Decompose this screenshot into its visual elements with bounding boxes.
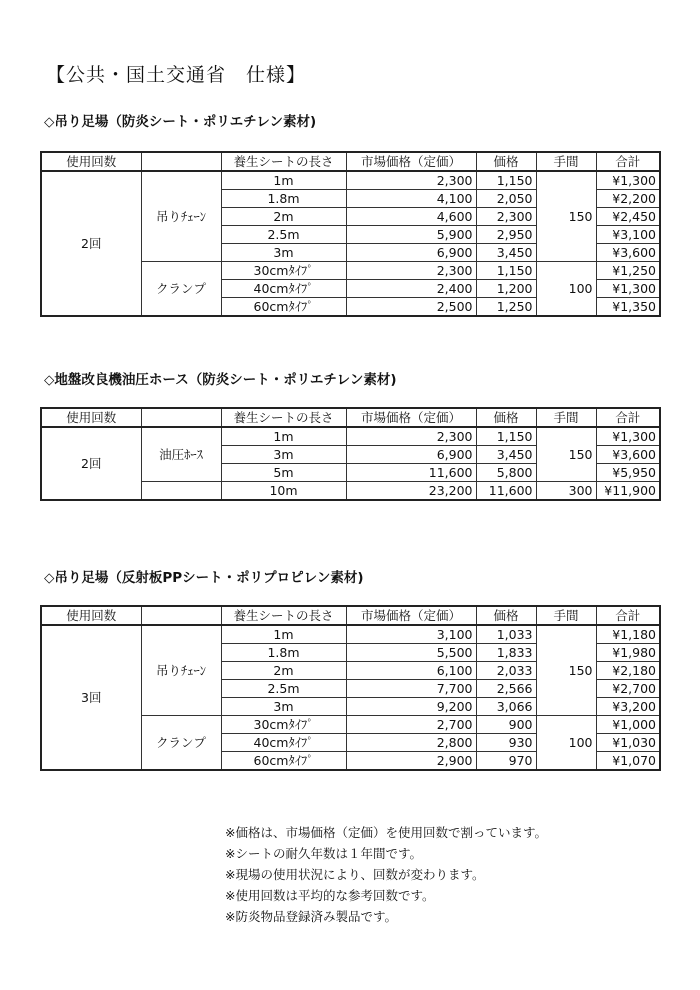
group-name-cell: 吊りﾁｪｰﾝ (141, 171, 221, 262)
total-cell: ¥1,030 (596, 734, 660, 752)
labor-cell: 150 (536, 171, 596, 262)
length-cell: 40cmﾀｲﾌﾟ (221, 734, 346, 752)
price-cell: 1,833 (476, 644, 536, 662)
column-header: 市場価格（定価） (346, 152, 476, 171)
length-cell: 1.8m (221, 644, 346, 662)
group-name-cell (141, 482, 221, 501)
use-count-cell: 3回 (41, 625, 141, 770)
length-cell: 3m (221, 698, 346, 716)
total-cell: ¥1,000 (596, 716, 660, 734)
price-cell: 3,450 (476, 446, 536, 464)
market-price-cell: 3,100 (346, 625, 476, 644)
total-cell: ¥2,180 (596, 662, 660, 680)
column-header: 市場価格（定価） (346, 408, 476, 427)
price-cell: 2,950 (476, 226, 536, 244)
length-cell: 30cmﾀｲﾌﾟ (221, 262, 346, 280)
price-table-2 (40, 407, 661, 501)
total-cell: ¥1,300 (596, 427, 660, 446)
market-price-cell: 6,900 (346, 244, 476, 262)
column-header: 価格 (476, 152, 536, 171)
column-header (141, 408, 221, 427)
length-cell: 1m (221, 625, 346, 644)
column-header: 使用回数 (41, 408, 141, 427)
market-price-cell: 23,200 (346, 482, 476, 501)
length-cell: 1.8m (221, 190, 346, 208)
labor-cell: 300 (536, 482, 596, 501)
note-line: ※シートの耐久年数は１年間です。 (225, 846, 422, 861)
length-cell: 10m (221, 482, 346, 501)
market-price-cell: 2,300 (346, 262, 476, 280)
length-cell: 3m (221, 446, 346, 464)
total-cell: ¥3,200 (596, 698, 660, 716)
market-price-cell: 2,500 (346, 298, 476, 317)
use-count-cell: 2回 (41, 171, 141, 316)
labor-cell: 100 (536, 262, 596, 317)
market-price-cell: 5,900 (346, 226, 476, 244)
table-header-row (41, 152, 660, 171)
table-header-row (41, 408, 660, 427)
column-header: 価格 (476, 606, 536, 625)
note-line: ※価格は、市場価格（定価）を使用回数で割っています。 (225, 825, 547, 840)
table-row (41, 427, 660, 446)
length-cell: 40cmﾀｲﾌﾟ (221, 280, 346, 298)
market-price-cell: 2,300 (346, 427, 476, 446)
column-header: 手間 (536, 606, 596, 625)
page-title: 【公共・国土交通省 仕様】 (46, 64, 307, 86)
note-line: ※現場の使用状況により、回数が変わります。 (225, 867, 485, 882)
length-cell: 1m (221, 171, 346, 190)
group-name-cell: クランプ (141, 262, 221, 317)
total-cell: ¥1,070 (596, 752, 660, 771)
column-header: 価格 (476, 408, 536, 427)
market-price-cell: 11,600 (346, 464, 476, 482)
labor-cell: 100 (536, 716, 596, 771)
column-header: 手間 (536, 408, 596, 427)
note-line: ※使用回数は平均的な参考回数です。 (225, 888, 435, 903)
group-name-cell: 吊りﾁｪｰﾝ (141, 625, 221, 716)
length-cell: 3m (221, 244, 346, 262)
total-cell: ¥11,900 (596, 482, 660, 501)
total-cell: ¥2,700 (596, 680, 660, 698)
price-cell: 900 (476, 716, 536, 734)
market-price-cell: 9,200 (346, 698, 476, 716)
price-cell: 1,250 (476, 298, 536, 317)
price-cell: 1,200 (476, 280, 536, 298)
price-cell: 11,600 (476, 482, 536, 501)
price-cell: 3,066 (476, 698, 536, 716)
use-count-cell: 2回 (41, 427, 141, 500)
market-price-cell: 2,900 (346, 752, 476, 771)
length-cell: 1m (221, 427, 346, 446)
market-price-cell: 6,900 (346, 446, 476, 464)
length-cell: 2m (221, 208, 346, 226)
price-table-3 (40, 605, 661, 771)
note-line: ※防炎物品登録済み製品です。 (225, 909, 397, 924)
price-cell: 3,450 (476, 244, 536, 262)
total-cell: ¥1,980 (596, 644, 660, 662)
column-header: 養生シートの長さ (221, 408, 346, 427)
section-title-2: ◇地盤改良機油圧ホース（防炎シート・ポリエチレン素材) (44, 372, 397, 388)
market-price-cell: 2,800 (346, 734, 476, 752)
market-price-cell: 7,700 (346, 680, 476, 698)
column-header (141, 152, 221, 171)
total-cell: ¥1,180 (596, 625, 660, 644)
section-title-3: ◇吊り足場（反射板PPシート・ポリプロピレン素材) (44, 570, 364, 586)
price-table-1 (40, 151, 661, 317)
total-cell: ¥1,300 (596, 280, 660, 298)
price-cell: 1,033 (476, 625, 536, 644)
market-price-cell: 5,500 (346, 644, 476, 662)
price-cell: 1,150 (476, 262, 536, 280)
market-price-cell: 2,700 (346, 716, 476, 734)
length-cell: 2.5m (221, 680, 346, 698)
length-cell: 2m (221, 662, 346, 680)
group-name-cell: 油圧ﾎｰｽ (141, 427, 221, 482)
total-cell: ¥3,600 (596, 244, 660, 262)
market-price-cell: 4,600 (346, 208, 476, 226)
price-cell: 2,050 (476, 190, 536, 208)
total-cell: ¥2,200 (596, 190, 660, 208)
price-cell: 970 (476, 752, 536, 771)
column-header: 養生シートの長さ (221, 606, 346, 625)
length-cell: 5m (221, 464, 346, 482)
total-cell: ¥1,350 (596, 298, 660, 317)
price-cell: 2,033 (476, 662, 536, 680)
price-cell: 2,566 (476, 680, 536, 698)
column-header: 養生シートの長さ (221, 152, 346, 171)
section-title-1: ◇吊り足場（防炎シート・ポリエチレン素材) (44, 114, 317, 130)
labor-cell: 150 (536, 427, 596, 482)
market-price-cell: 2,300 (346, 171, 476, 190)
column-header: 使用回数 (41, 152, 141, 171)
length-cell: 2.5m (221, 226, 346, 244)
market-price-cell: 2,400 (346, 280, 476, 298)
column-header: 市場価格（定価） (346, 606, 476, 625)
table-row (41, 171, 660, 190)
price-cell: 930 (476, 734, 536, 752)
price-cell: 1,150 (476, 171, 536, 190)
total-cell: ¥3,100 (596, 226, 660, 244)
table-row (41, 625, 660, 644)
column-header: 合計 (596, 606, 660, 625)
column-header (141, 606, 221, 625)
price-cell: 2,300 (476, 208, 536, 226)
length-cell: 60cmﾀｲﾌﾟ (221, 752, 346, 771)
length-cell: 30cmﾀｲﾌﾟ (221, 716, 346, 734)
group-name-cell: クランプ (141, 716, 221, 771)
price-cell: 5,800 (476, 464, 536, 482)
notes (225, 822, 547, 927)
labor-cell: 150 (536, 625, 596, 716)
column-header: 使用回数 (41, 606, 141, 625)
total-cell: ¥2,450 (596, 208, 660, 226)
total-cell: ¥1,300 (596, 171, 660, 190)
column-header: 手間 (536, 152, 596, 171)
total-cell: ¥5,950 (596, 464, 660, 482)
market-price-cell: 4,100 (346, 190, 476, 208)
length-cell: 60cmﾀｲﾌﾟ (221, 298, 346, 317)
price-cell: 1,150 (476, 427, 536, 446)
column-header: 合計 (596, 408, 660, 427)
column-header: 合計 (596, 152, 660, 171)
total-cell: ¥3,600 (596, 446, 660, 464)
table-header-row (41, 606, 660, 625)
market-price-cell: 6,100 (346, 662, 476, 680)
total-cell: ¥1,250 (596, 262, 660, 280)
